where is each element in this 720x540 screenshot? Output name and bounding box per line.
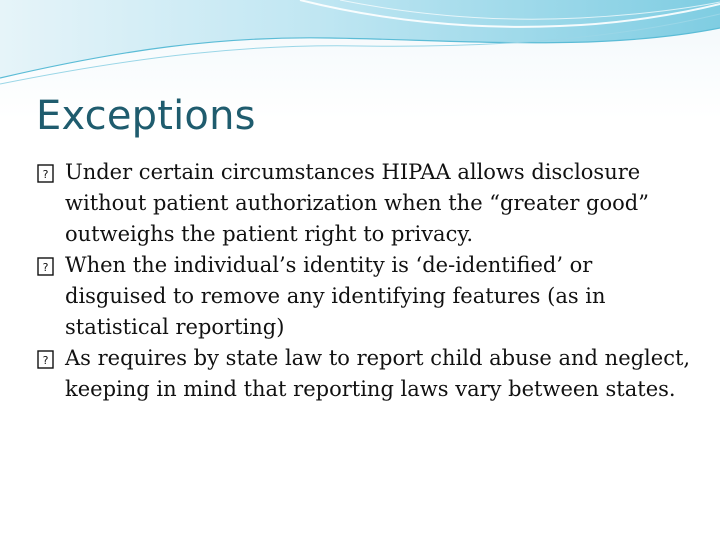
bullet-item — [36, 250, 696, 343]
bullet-text: Under certain circumstances HIPAA allows disclosure without patient authorization when the “greater good” outweighs the patient right to privacy. — [65, 160, 649, 246]
bullet-list — [36, 157, 696, 405]
bullet-text: As requires by state law to report child abuse and neglect, keeping in mind that reporting laws vary between states. — [65, 346, 691, 401]
missing-glyph-box-icon — [36, 163, 57, 184]
bullet-item — [36, 343, 696, 405]
header-wave-decoration — [0, 0, 720, 90]
slide-title: Exceptions — [36, 93, 256, 139]
missing-glyph-box-icon — [36, 256, 57, 277]
svg-text:?: ? — [42, 354, 49, 367]
bullet-text: When the individual’s identity is ‘de-identified’ or disguised to remove any identifying features (as in statistical reporting) — [65, 253, 606, 339]
svg-text:?: ? — [42, 168, 49, 181]
svg-text:?: ? — [42, 261, 49, 274]
missing-glyph-box-icon — [36, 349, 57, 370]
bullet-item — [36, 157, 696, 250]
